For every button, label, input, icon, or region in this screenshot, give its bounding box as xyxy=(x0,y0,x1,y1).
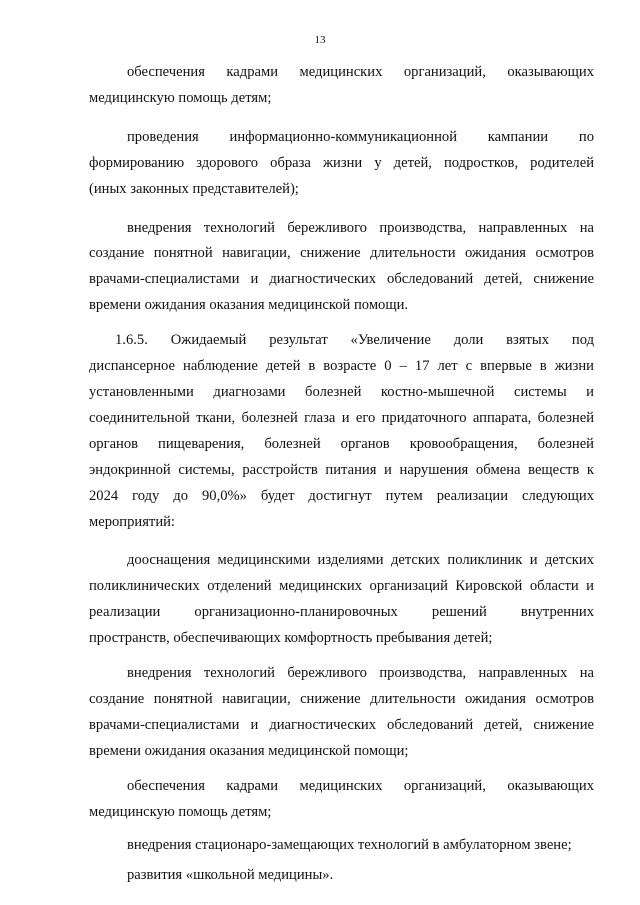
text-line: 2024 году до 90,0%» будет достигнут путем реализации следующих xyxy=(89,487,594,504)
paragraph-6 xyxy=(89,661,594,765)
paragraph-9 xyxy=(89,863,594,889)
text-line: создание понятной навигации, снижение длительности ожидания осмотров xyxy=(89,690,594,707)
text-line: (иных законных представителей); xyxy=(89,180,299,197)
paragraph-5 xyxy=(89,548,594,652)
text-line: медицинскую помощь детям; xyxy=(89,803,272,820)
text-line: формированию здорового образа жизни у детей, подростков, родителей xyxy=(89,154,594,171)
text-line: соединительной ткани, болезней глаза и его придаточного аппарата, болезней xyxy=(89,409,594,426)
document-body xyxy=(89,60,594,889)
text-line: внедрения стационаро-замещающих технологий в амбулаторном звене; xyxy=(127,837,572,854)
text-line: внедрения технологий бережливого производства, направленных на xyxy=(127,219,594,236)
text-line: реализации организационно-планировочных решений внутренних xyxy=(89,604,594,621)
text-line: времени ожидания оказания медицинской помощи. xyxy=(89,297,409,314)
page-number: 13 xyxy=(314,34,326,46)
text-line: мероприятий: xyxy=(89,513,175,530)
paragraph-8 xyxy=(89,833,594,859)
text-line: обеспечения кадрами медицинских организаций, оказывающих xyxy=(127,64,594,80)
text-line: проведения информационно-коммуникационной кампании по xyxy=(127,128,594,145)
text-line: создание понятной навигации, снижение длительности ожидания осмотров xyxy=(89,245,594,262)
paragraph-4 xyxy=(89,328,594,535)
text-line: времени ожидания оказания медицинской помощи; xyxy=(89,742,409,759)
text-line: развития «школьной медицины». xyxy=(127,867,334,884)
text-line: внедрения технологий бережливого производства, направленных на xyxy=(127,665,594,682)
text-line: медицинскую помощь детям; xyxy=(89,89,272,106)
text-line: врачами-специалистами и диагностических обследований детей, снижение xyxy=(89,716,594,733)
text-line: дооснащения медицинскими изделиями детских поликлиник и детских xyxy=(127,552,594,569)
text-line: эндокринной системы, расстройств питания и нарушения обмена веществ к xyxy=(89,461,594,478)
paragraph-7 xyxy=(89,774,594,826)
text-line: обеспечения кадрами медицинских организаций, оказывающих xyxy=(127,777,594,794)
text-line: пространств, обеспечивающих комфортность пребывания детей; xyxy=(89,630,493,647)
paragraph-3 xyxy=(89,216,594,320)
text-line: поликлинических отделений медицинских организаций Кировской области и xyxy=(89,578,594,595)
text-line: диспансерное наблюдение детей в возрасте 0 – 17 лет с впервые в жизни xyxy=(89,358,594,375)
paragraph-1 xyxy=(89,60,594,112)
text-line: органов пищеварения, болезней органов кровообращения, болезней xyxy=(89,435,594,452)
text-line: 1.6.5. Ожидаемый результат «Увеличение доли взятых под xyxy=(115,332,594,349)
paragraph-2 xyxy=(89,125,594,203)
text-line: врачами-специалистами и диагностических обследований детей, снижение xyxy=(89,271,594,288)
text-line: установленными диагнозами болезней костно-мышечной системы и xyxy=(89,383,594,400)
